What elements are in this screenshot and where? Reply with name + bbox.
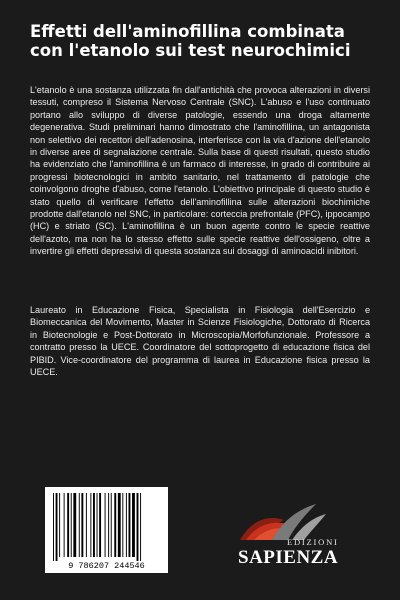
barcode-icon: [45, 487, 168, 573]
barcode-bar: [105, 493, 106, 557]
barcode-bar: [64, 493, 65, 557]
barcode-bar: [93, 493, 95, 557]
book-title: Effetti dell'aminofillina combinata con l'etanolo sui test neurochimici: [30, 22, 351, 60]
barcode-bar: [122, 493, 123, 557]
publisher-line1: EDIZIONI: [287, 537, 339, 547]
barcode-bar: [108, 493, 109, 557]
barcode-bar: [81, 493, 83, 557]
barcode-bar: [79, 493, 80, 557]
author-bio: Laureato in Educazione Fisica, Specialista in Fisiologia dell'Esercizio e Biomeccanica del Movimento, Master in Scienze Fisiologiche, Dottorato di Ricerca in Biotecnologie e Post-Dottorato in Microscopia/Morfofunzionale. Professore a contratto presso la UECE. Coordinatore del sottoprogetto di educazione fisica del PIBID. Vice-coordinatore del programma di laurea in Educazione fisica presso la UECE.: [30, 305, 370, 378]
publisher-logo: [232, 500, 362, 568]
barcode-bar: [71, 493, 72, 557]
barcode-bar: [90, 493, 91, 557]
barcode-bar: [118, 493, 121, 557]
barcode-bar: [53, 493, 54, 561]
barcode-bar: [140, 493, 141, 561]
barcode-bar: [67, 493, 69, 557]
barcode-bar: [126, 493, 127, 557]
barcode-bar: [129, 493, 131, 557]
barcode-bar: [56, 493, 58, 561]
barcode-bar: [114, 493, 116, 557]
publisher-line2: SAPIENZA: [238, 547, 339, 568]
barcode-bar: [137, 493, 139, 561]
barcode-bar: [132, 493, 135, 557]
isbn-barcode: [45, 487, 168, 573]
barcode-bar: [73, 493, 76, 557]
barcode-bar: [99, 493, 101, 557]
barcode-bar: [59, 493, 60, 557]
book-summary: L'etanolo è una sostanza utilizzata fin dall'antichità che provoca alterazioni in diversi tessuti, compreso il Sistema Nervoso Centrale (SNC). L'abuso e l'uso continuato portano allo sviluppo di diverse patologie, essendo una droga altamente degenerativa. Studi preliminari hanno dimostrato che l'aminofillina, un antagonista non selettivo dei recettori dell'adenosina, interferisce con la via d'azione dell'etanolo in diverse aree di segnalazione centrale. Sulla base di questi risultati, questo studio ha evidenziato che l'aminofillina è un farmaco di interesse, in grado di contribuire ai progressi biotecnologici in ambito sanitario, nel trattamento di patologie che coinvolgono droghe d'abuso, come l'etanolo. L'obiettivo principale di questo studio è stato quello di verificare l'effetto dell'aminofillina sulle alterazioni biochimiche prodotte dall'etanolo nel SNC, in particolare: corteccia prefrontale (PFC), ippocampo (HC) e striato (SC). L'aminofillina è un buon agente contro le specie reattive dell'azoto, ma non ha lo stesso effetto sulle specie reattive dell'ossigeno, oltre a invertire gli effetti depressivi di questa sostanza sui dosaggi di aminoacidi inibitori.: [30, 85, 370, 257]
barcode-bar: [111, 493, 112, 557]
barcode-bar: [97, 493, 98, 557]
barcode-bar: [86, 493, 87, 557]
barcode-number: 9 786207 244546: [68, 561, 145, 571]
